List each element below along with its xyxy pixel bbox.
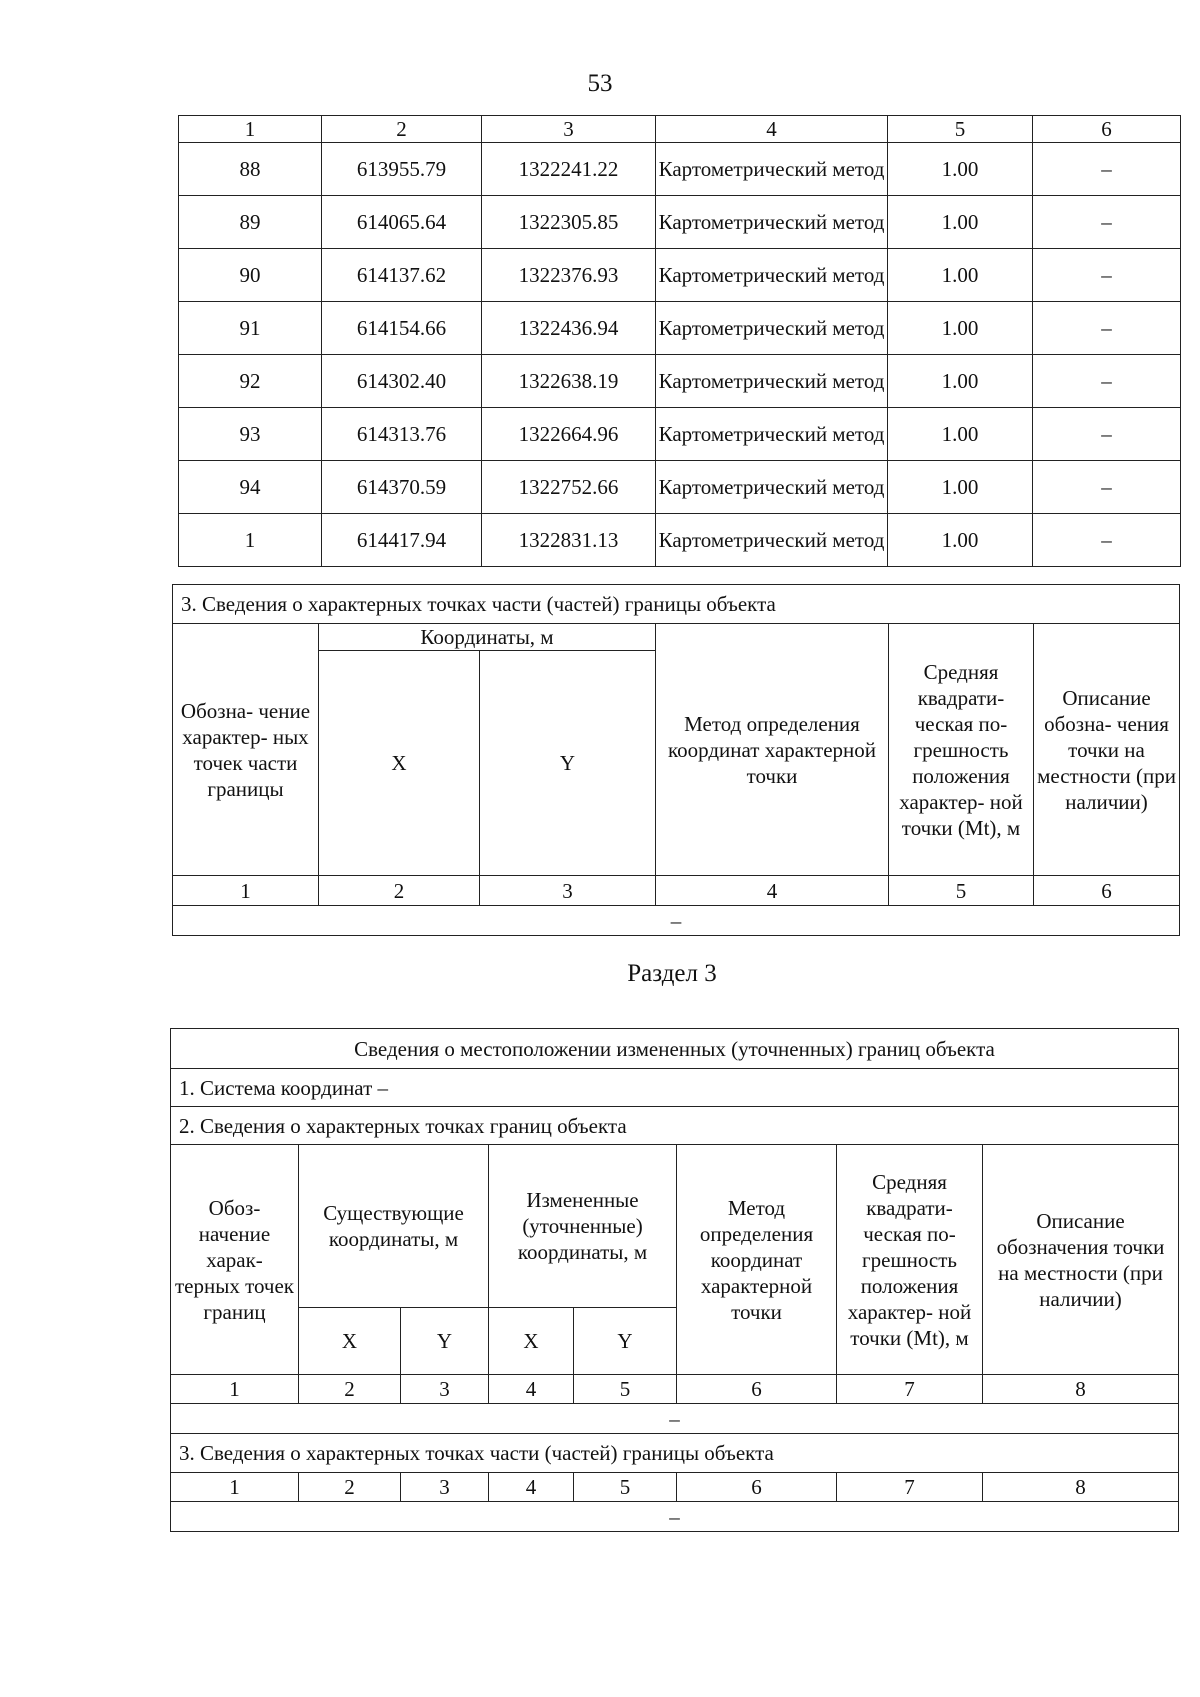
method: Картометрический метод xyxy=(656,196,888,249)
point-id: 89 xyxy=(179,196,322,249)
part-points-table xyxy=(172,584,1180,936)
col-desc-header: Описание обозна- чения точки на местности (при наличии) xyxy=(1034,624,1180,876)
coord-x: 614065.64 xyxy=(322,196,482,249)
error: 1.00 xyxy=(888,355,1033,408)
col-number: 3 xyxy=(401,1375,489,1404)
coord-y: 1322305.85 xyxy=(482,196,656,249)
coord-y: 1322376.93 xyxy=(482,249,656,302)
col-number: 5 xyxy=(889,876,1034,906)
col-number: 1 xyxy=(171,1473,299,1502)
info-row xyxy=(171,1069,1179,1107)
col-error-header: Средняя квадрати- ческая по- грешность положения характер- ной точки (Mt), м xyxy=(837,1145,983,1375)
error: 1.00 xyxy=(888,302,1033,355)
col-number: 8 xyxy=(983,1473,1179,1502)
col-number: 1 xyxy=(179,116,322,143)
section-row xyxy=(171,1434,1179,1473)
section-title: 3. Сведения о характерных точках части (частей) границы объекта xyxy=(173,585,1180,624)
col-number: 7 xyxy=(837,1375,983,1404)
coord-y: 1322638.19 xyxy=(482,355,656,408)
method: Картометрический метод xyxy=(656,143,888,196)
point-id: 93 xyxy=(179,408,322,461)
col-number: 4 xyxy=(489,1375,574,1404)
col-method-header: Метод определения координат характерной точки xyxy=(677,1145,837,1375)
section-row xyxy=(173,585,1180,624)
empty-value: – xyxy=(173,906,1180,936)
description: – xyxy=(1033,143,1181,196)
description: – xyxy=(1033,408,1181,461)
coord-x: 613955.79 xyxy=(322,143,482,196)
col-number: 8 xyxy=(983,1375,1179,1404)
points-table xyxy=(178,115,1181,567)
coord-x: 614370.59 xyxy=(322,461,482,514)
table-row xyxy=(179,249,1181,302)
coord-x: 614313.76 xyxy=(322,408,482,461)
table-row xyxy=(179,514,1181,567)
col-x-header: X xyxy=(319,651,480,876)
col-y-header: Y xyxy=(401,1308,489,1375)
col-y-header: Y xyxy=(480,651,656,876)
table-row xyxy=(179,461,1181,514)
column-number-row xyxy=(171,1375,1179,1404)
table-title: Сведения о местоположении измененных (уточненных) границ объекта xyxy=(171,1029,1179,1069)
page-number: 53 xyxy=(587,70,613,97)
description: – xyxy=(1033,514,1181,567)
col-number: 4 xyxy=(656,876,889,906)
table-row xyxy=(179,143,1181,196)
coord-y: 1322831.13 xyxy=(482,514,656,567)
error: 1.00 xyxy=(888,249,1033,302)
col-number: 7 xyxy=(837,1473,983,1502)
col-number: 4 xyxy=(656,116,888,143)
col-y-header: Y xyxy=(574,1308,677,1375)
col-x-header: X xyxy=(489,1308,574,1375)
description: – xyxy=(1033,249,1181,302)
column-number-row xyxy=(179,116,1181,143)
changed-boundaries-table xyxy=(170,1028,1179,1532)
description: – xyxy=(1033,461,1181,514)
points-title: 2. Сведения о характерных точках границ объекта xyxy=(171,1107,1179,1145)
coords-header: Координаты, м xyxy=(319,624,656,651)
col-number: 5 xyxy=(888,116,1033,143)
col-number: 1 xyxy=(173,876,319,906)
header-row xyxy=(173,624,1180,651)
table-row xyxy=(179,408,1181,461)
point-id: 91 xyxy=(179,302,322,355)
col-number: 2 xyxy=(299,1375,401,1404)
col-number: 4 xyxy=(489,1473,574,1502)
table-row xyxy=(179,355,1181,408)
point-id: 1 xyxy=(179,514,322,567)
header-row xyxy=(171,1145,1179,1308)
error: 1.00 xyxy=(888,196,1033,249)
changed-coords-header: Измененные (уточненные) координаты, м xyxy=(489,1145,677,1308)
col-number: 1 xyxy=(171,1375,299,1404)
col-number: 6 xyxy=(1033,116,1181,143)
info-row xyxy=(171,1107,1179,1145)
point-id: 90 xyxy=(179,249,322,302)
section-heading: Раздел 3 xyxy=(627,960,717,987)
coord-system: 1. Система координат – xyxy=(171,1069,1179,1107)
empty-value: – xyxy=(171,1404,1179,1434)
error: 1.00 xyxy=(888,514,1033,567)
method: Картометрический метод xyxy=(656,355,888,408)
col-number: 3 xyxy=(401,1473,489,1502)
col-number: 5 xyxy=(574,1375,677,1404)
method: Картометрический метод xyxy=(656,514,888,567)
point-id: 94 xyxy=(179,461,322,514)
column-number-row xyxy=(171,1473,1179,1502)
empty-row xyxy=(171,1404,1179,1434)
col-desc-header: Описание обозначения точки на местности (при наличии) xyxy=(983,1145,1179,1375)
table-row xyxy=(179,302,1181,355)
col-x-header: X xyxy=(299,1308,401,1375)
col-number: 2 xyxy=(322,116,482,143)
existing-coords-header: Существующие координаты, м xyxy=(299,1145,489,1308)
description: – xyxy=(1033,355,1181,408)
coord-y: 1322664.96 xyxy=(482,408,656,461)
coord-y: 1322752.66 xyxy=(482,461,656,514)
col-error-header: Средняя квадрати- ческая по- грешность положения характер- ной точки (Mt), м xyxy=(889,624,1034,876)
description: – xyxy=(1033,302,1181,355)
column-number-row xyxy=(173,876,1180,906)
empty-value: – xyxy=(171,1502,1179,1532)
col-method-header: Метод определения координат характерной точки xyxy=(656,624,889,876)
col-number: 5 xyxy=(574,1473,677,1502)
coord-x: 614302.40 xyxy=(322,355,482,408)
point-id: 88 xyxy=(179,143,322,196)
error: 1.00 xyxy=(888,408,1033,461)
empty-row xyxy=(171,1502,1179,1532)
col-point-header: Обоз- начение харак- терных точек границ xyxy=(171,1145,299,1375)
coord-x: 614137.62 xyxy=(322,249,482,302)
col-number: 6 xyxy=(677,1473,837,1502)
method: Картометрический метод xyxy=(656,302,888,355)
col-point-header: Обозна- чение характер- ных точек части границы xyxy=(173,624,319,876)
method: Картометрический метод xyxy=(656,408,888,461)
error: 1.00 xyxy=(888,461,1033,514)
col-number: 2 xyxy=(299,1473,401,1502)
table-row xyxy=(179,196,1181,249)
col-number: 6 xyxy=(677,1375,837,1404)
col-number: 3 xyxy=(480,876,656,906)
title-row xyxy=(171,1029,1179,1069)
coord-x: 614417.94 xyxy=(322,514,482,567)
part-title: 3. Сведения о характерных точках части (частей) границы объекта xyxy=(171,1434,1179,1473)
col-number: 3 xyxy=(482,116,656,143)
col-number: 6 xyxy=(1034,876,1180,906)
point-id: 92 xyxy=(179,355,322,408)
coord-y: 1322436.94 xyxy=(482,302,656,355)
description: – xyxy=(1033,196,1181,249)
error: 1.00 xyxy=(888,143,1033,196)
method: Картометрический метод xyxy=(656,461,888,514)
col-number: 2 xyxy=(319,876,480,906)
method: Картометрический метод xyxy=(656,249,888,302)
coord-x: 614154.66 xyxy=(322,302,482,355)
empty-row xyxy=(173,906,1180,936)
coord-y: 1322241.22 xyxy=(482,143,656,196)
